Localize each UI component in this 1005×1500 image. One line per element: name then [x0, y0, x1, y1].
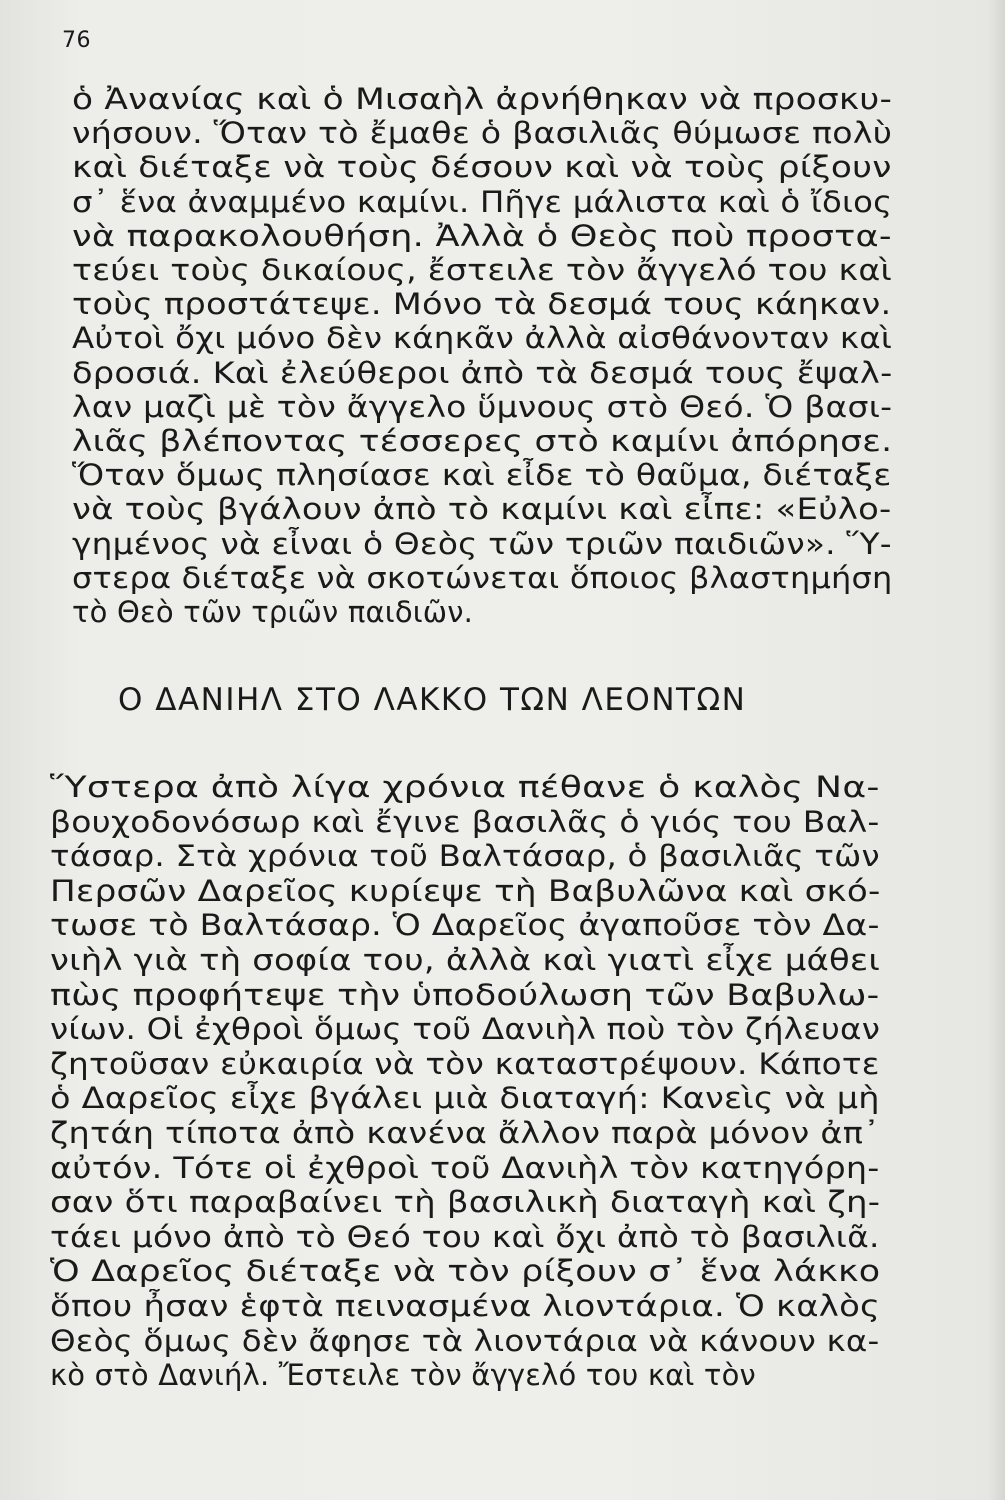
text-line: λαν μαζὶ μὲ τὸν ἄγγελο ὕμνους στὸ Θεό. Ὁ βασι-: [72, 389, 893, 424]
text-line: τάσαρ. Στὰ χρόνια τοῦ Βαλτάσαρ, ὁ βασιλιᾶς τῶν: [50, 839, 880, 874]
text-line: νίων. Οἱ ἐχθροὶ ὅμως τοῦ Δανιὴλ ποὺ τὸν ζήλευαν: [50, 1012, 881, 1047]
text-line: δροσιά. Καὶ ἐλεύθεροι ἀπὸ τὰ δεσμά τους ἔψαλ-: [72, 355, 893, 390]
text-line: στερα διέταξε νὰ σκοτώνεται ὅποιος βλαστημήση: [72, 560, 893, 595]
text-line: ζητάη τίποτα ἀπὸ κανένα ἄλλον παρὰ μόνον ἀπ᾽: [50, 1116, 881, 1150]
text-line: καὶ διέταξε νὰ τοὺς δέσουν καὶ νὰ τοὺς ρίξουν: [72, 150, 892, 185]
text-line: ὁ Δαρεῖος εἶχε βγάλει μιὰ διαταγή: Κανεὶς νὰ μὴ: [50, 1081, 880, 1116]
text-line: Περσῶν Δαρεῖος κυρίεψε τὴ Βαβυλῶνα καὶ σκό-: [50, 873, 881, 908]
text-line: τὸ Θεὸ τῶν τριῶν παιδιῶν.: [72, 595, 474, 629]
text-line: πὼς προφήτεψε τὴν ὑποδούλωση τῶν Βαβυλω-: [50, 977, 880, 1012]
text-line: νιὴλ γιὰ τὴ σοφία του, ἀλλὰ καὶ γιατὶ εἶχε μάθει: [50, 943, 881, 977]
text-line: ὅπου ἦσαν ἑφτὰ πεινασμένα λιοντάρια. Ὁ καλὸς: [50, 1289, 881, 1323]
text-line: τάει μόνο ἀπὸ τὸ Θεό του καὶ ὄχι ἀπὸ τὸ βασιλιᾶ.: [50, 1219, 880, 1254]
text-line: νὰ τοὺς βγάλουν ἀπὸ τὸ καμίνι καὶ εἶπε: «Εὐλο-: [72, 492, 892, 527]
page-number: 76: [62, 28, 91, 53]
text-line: λιᾶς βλέποντας τέσσερες στὸ καμίνι ἀπόρησε.: [72, 424, 893, 458]
text-line: Ὁ Δαρεῖος διέταξε νὰ τὸν ρίξουν σ᾽ ἕνα λάκκο: [50, 1254, 881, 1289]
page-edge-shadow: [987, 0, 1005, 1500]
text-line: Αὐτοὶ ὄχι μόνο δὲν κάηκᾶν ἀλλὰ αἰσθάνονταν καὶ: [72, 321, 893, 356]
text-line: Ὅταν ὅμως πλησίασε καὶ εἶδε τὸ θαῦμα, διέταξε: [72, 458, 892, 493]
text-line: νὰ παρακολουθήση. Ἀλλὰ ὁ Θεὸς ποὺ προστα-: [72, 218, 892, 253]
text-line: Θεὸς ὅμως δὲν ἄφησε τὰ λιοντάρια νὰ κάνουν κα-: [50, 1323, 880, 1358]
text-line: τωσε τὸ Βαλτάσαρ. Ὁ Δαρεῖος ἀγαποῦσε τὸν Δα-: [50, 908, 880, 943]
text-line: ζητοῦσαν εὐκαιρία νὰ τὸν καταστρέψουν. Κάποτε: [50, 1046, 880, 1081]
text-line: αὐτόν. Τότε οἱ ἐχθροὶ τοῦ Δανιὴλ τὸν κατηγόρη-: [50, 1150, 880, 1185]
text-line: κὸ στὸ Δανιήλ. Ἔστειλε τὸν ἄγγελό του καὶ τὸν: [50, 1358, 756, 1393]
text-line: τοὺς προστάτεψε. Μόνο τὰ δεσμά τους κάηκαν.: [72, 287, 892, 322]
text-line: Ὕστερα ἀπὸ λίγα χρόνια πέθανε ὁ καλὸς Να-: [50, 770, 880, 804]
text-line: γημένος νὰ εἶναι ὁ Θεὸς τῶν τριῶν παιδιῶν». Ὕ-: [72, 526, 892, 561]
text-line: νήσουν. Ὅταν τὸ ἔμαθε ὁ βασιλιᾶς θύμωσε πολὺ: [72, 116, 893, 151]
text-line: σαν ὅτι παραβαίνει τὴ βασιλικὴ διαταγὴ καὶ ζη-: [50, 1185, 881, 1220]
text-line: τεύει τοὺς δικαίους, ἔστειλε τὸν ἄγγελό του καὶ: [72, 253, 892, 287]
text-line: βουχοδονόσωρ καὶ ἔγινε βασιλᾶς ὁ γιός του Βαλ-: [50, 804, 880, 839]
section-heading: Ο ΔΑΝΙΗΛ ΣΤΟ ΛΑΚΚΟ ΤΩΝ ΛΕΟΝΤΩΝ: [118, 682, 747, 718]
text-line: σ᾽ ἕνα ἀναμμένο καμίνι. Πῆγε μάλιστα καὶ ὁ ἴδιος: [72, 184, 893, 219]
text-line: ὁ Ἀνανίας καὶ ὁ Μισαὴλ ἀρνήθηκαν νὰ προσκυ-: [72, 82, 893, 116]
